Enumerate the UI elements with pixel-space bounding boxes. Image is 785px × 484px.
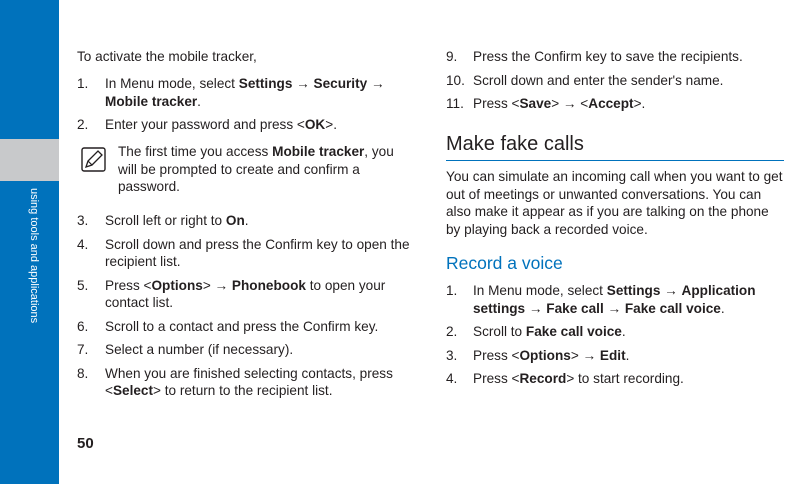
list-item (446, 95, 785, 113)
list-item (446, 48, 785, 66)
step-text: Press <Options> → Phonebook to open your contact list. (105, 277, 386, 310)
step-number: 9. (446, 49, 458, 64)
step-text: In Menu mode, select Settings → Security → Mobile tracker. (105, 76, 385, 109)
list-item (77, 236, 417, 271)
ui-term: Phonebook (231, 277, 306, 293)
list-item (77, 75, 417, 110)
note-text: The first time you access Mobile tracker, you will be prompted to create and confirm a password. (118, 144, 394, 194)
section-divider (446, 160, 784, 161)
step-number: 7. (77, 342, 89, 357)
step-text: Press <Options> → Edit. (473, 347, 630, 363)
ui-term: Save (519, 96, 552, 111)
step-text: Enter your password and press <OK>. (105, 117, 337, 132)
ui-term: Settings (238, 76, 293, 91)
step-number: 11. (446, 96, 464, 111)
section-heading: Make fake calls (446, 133, 584, 155)
step-text: Press <Save> → <Accept>. (473, 96, 646, 111)
ui-term: Record (519, 371, 567, 386)
step-number: 8. (77, 365, 89, 381)
step-list-4 (446, 282, 785, 388)
step-number: 1. (446, 283, 458, 298)
ui-term: Accept (588, 96, 634, 111)
ui-term: Options (519, 347, 571, 363)
list-item (77, 116, 417, 134)
step-text: Scroll down and enter the sender's name. (473, 72, 724, 88)
step-number: 1. (77, 76, 89, 91)
chapter-label: using tools and applications (28, 188, 40, 324)
step-text: Scroll to Fake call voice. (473, 324, 626, 339)
intro-text: To activate the mobile tracker, (77, 49, 257, 64)
step-number: 3. (446, 347, 458, 363)
sidebar-highlight-band (0, 139, 59, 181)
list-item (77, 318, 417, 336)
step-number: 6. (77, 318, 89, 334)
step-number: 4. (77, 236, 89, 252)
ui-term: Edit (599, 347, 626, 363)
step-text: Scroll down and press the Confirm key to open the recipient list. (105, 236, 410, 269)
step-text: Select a number (if necessary). (105, 342, 294, 357)
step-number: 5. (77, 277, 89, 293)
page-number: 50 (77, 435, 94, 452)
list-item (446, 282, 785, 317)
step-text: Scroll to a contact and press the Confirm key. (105, 318, 379, 334)
step-number: 2. (446, 324, 458, 339)
subsection-heading: Record a voice (446, 253, 563, 273)
list-item (77, 212, 417, 230)
step-text: In Menu mode, select Settings → Application settings → Fake call → Fake call voice. (473, 283, 756, 316)
step-number: 4. (446, 371, 458, 386)
ui-term: Mobile tracker (105, 93, 198, 109)
section-paragraph: You can simulate an incoming call when you want to get out of meetings or unwanted conversations. You can also make it appear as if you are talking on the phone by playing back a recorded voice. (446, 169, 783, 237)
ui-term: Mobile tracker (272, 144, 365, 159)
list-item (77, 365, 417, 400)
step-list-3 (446, 48, 785, 113)
ui-term: Fake call voice (624, 300, 721, 316)
list-item (446, 72, 785, 90)
ui-term: OK (304, 117, 326, 132)
ui-term: Options (151, 277, 203, 293)
ui-term: Settings (606, 283, 661, 298)
note-pencil-icon (81, 147, 106, 172)
section-body (446, 168, 785, 238)
step-list-2 (77, 212, 417, 400)
list-item (77, 277, 417, 312)
step-number: 2. (77, 117, 89, 132)
ui-term: Select (112, 383, 154, 398)
ui-term: Security (313, 76, 368, 91)
list-item (446, 323, 785, 341)
step-number: 10. (446, 72, 465, 88)
ui-term: Fake call voice (525, 324, 622, 339)
step-list-1 (77, 75, 417, 134)
ui-term: Application settings (473, 283, 756, 316)
ui-term: Fake call (546, 300, 604, 316)
ui-term: On (225, 213, 245, 228)
step-text: Press <Record> to start recording. (473, 371, 684, 386)
list-item (77, 341, 417, 359)
step-number: 3. (77, 213, 89, 228)
list-item (446, 347, 785, 365)
list-item (446, 370, 785, 388)
step-text: Press the Confirm key to save the recipients. (473, 49, 743, 64)
step-text: When you are finished selecting contacts, press <Select> to return to the recipient list. (105, 365, 393, 398)
left-column-intro (77, 48, 417, 66)
step-text: Scroll left or right to On. (105, 213, 249, 228)
